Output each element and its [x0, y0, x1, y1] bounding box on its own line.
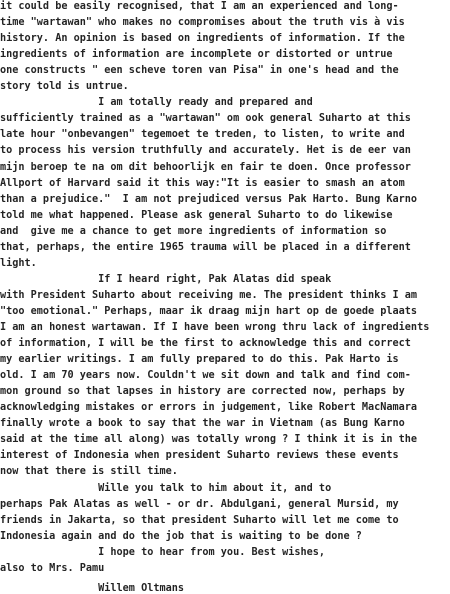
letter-line: said at the time all along) was totally wrong ? I think it is in the — [0, 434, 418, 446]
letter-line: than a prejudice." I am not prejudiced versus Pak Harto. Bung Karno — [0, 193, 418, 205]
letter-line: my earlier writings. I am fully prepared to do this. Pak Harto is — [0, 354, 399, 366]
letter-line: mijn beroep te na om dit behoorlijk en fair te doen. Once professor — [0, 161, 411, 173]
letter-line: acknowledging mistakes or errors in judgement, like Robert MacNamara — [0, 402, 418, 414]
letter-line: old. I am 70 years now. Couldn't we sit down and talk and find com- — [0, 370, 411, 382]
signature: Willem Oltmans — [0, 582, 185, 594]
letter-line: I hope to hear from you. Best wishes, — [0, 546, 326, 558]
letter-line: sufficiently trained as a "wartawan" om ook general Suharto at this — [0, 113, 411, 125]
letter-line: time "wartawan" who makes no compromises about the truth vis à vis — [0, 17, 405, 29]
letter-line: Allport of Harvard said it this way:"It is easier to smash an atom — [0, 177, 405, 189]
letter-line: it could be easily recognised, that I am an experienced and long- — [0, 1, 399, 12]
letter-line: friends in Jakarta, so that president Suharto will let me come to — [0, 514, 399, 526]
letter-line: story told is untrue. — [0, 81, 129, 93]
letter-line: with President Suharto about receiving me. The president thinks I am — [0, 289, 418, 301]
letter-line: I am totally ready and prepared and — [0, 97, 313, 109]
letter-line: "too emotional." Perhaps, maar ik draag mijn hart op de goede plaats — [0, 305, 418, 317]
letter-line: one constructs " een scheve toren van Pisa" in one's head and the — [0, 65, 399, 77]
letter-line: Indonesia again and do the job that is waiting to be done ? — [0, 530, 362, 542]
letter-line: interest of Indonesia when president Suharto reviews these events — [0, 450, 399, 462]
letter-line: to process his version truthfully and accurately. Het is de eer van — [0, 145, 411, 157]
letter-line: and give me a chance to get more ingredients of information so — [0, 225, 387, 237]
letter-line: now that there is still time. — [0, 466, 178, 478]
letter-line: mon ground so that lapses in history are corrected now, perhaps by — [0, 386, 405, 398]
letter-line: Wille you talk to him about it, and to — [0, 482, 332, 494]
letter-line: history. An opinion is based on ingredients of information. If the — [0, 33, 405, 45]
letter-line: also to Mrs. Pamu — [0, 562, 105, 574]
letter-line: light. — [0, 257, 37, 269]
letter-line: finally wrote a book to say that the war in Vietnam (as Bung Karno — [0, 418, 405, 430]
letter-line: If I heard right, Pak Alatas did speak — [0, 273, 332, 285]
letter-line: I am an honest wartawan. If I have been wrong thru lack of ingredients — [0, 322, 430, 333]
letter-line: told me what happened. Please ask general Suharto to do likewise — [0, 209, 393, 221]
letter-line: that, perhaps, the entire 1965 trauma will be placed in a different — [0, 241, 411, 253]
letter-line: perhaps Pak Alatas as well - or dr. Abdulgani, general Mursid, my — [0, 498, 399, 510]
letter-line: late hour "onbevangen" tegemoet te treden, to listen, to write and — [0, 129, 405, 141]
letter-line: of information, I will be the first to acknowledge this and correct — [0, 338, 411, 350]
letter-line: ingredients of information are incomplete or distorted or untrue — [0, 49, 393, 61]
